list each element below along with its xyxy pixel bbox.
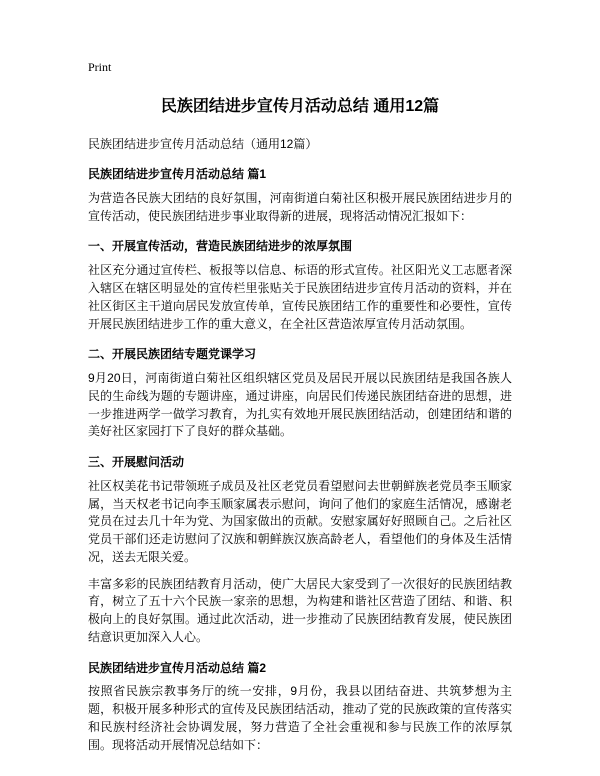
document-title: 民族团结进步宣传月活动总结 通用12篇: [160, 98, 440, 115]
section-heading: 民族团结进步宣传月活动总结 篇2: [88, 660, 267, 675]
document-body: [88, 166, 512, 754]
section-heading: 民族团结进步宣传月活动总结 篇1: [88, 167, 267, 182]
paragraph: 按照省民族宗教事务厅的统一安排，9月份，我县以团结奋进、共筑梦想为主题，积极开展多种形式的宣传及民族团结活动，推动了党的民族政策的宣传落实和民族村经济社会协调发展，努力营造了全社会重视和参与民族工作的浓厚氛围。现将活动开展情况总结如下：: [88, 684, 512, 752]
paragraph: 为营造各民族大团结的良好氛围，河南街道白菊社区积极开展民族团结进步月的宣传活动，使民族团结进步事业取得新的进展，现将活动情况汇报如下：: [88, 190, 512, 223]
section-heading: 三、开展慰问活动: [88, 455, 185, 470]
paragraph: 9月20日，河南街道白菊社区组织辖区党员及居民开展以民族团结是我国各族人民的生命线为题的专题讲座，通过讲座，向居民们传递民族团结奋进的思想，进一步推进两学一做学习教育，为扎实有效地开展民族团结活动，创建团结和谐的美好社区家园打下了良好的群众基础。: [88, 371, 512, 439]
paragraph: 社区权美花书记带领班子成员及社区老党员看望慰问去世朝鲜族老党员李玉顺家属，当天权老书记向李玉顺家属表示慰问，询问了他们的家庭生活情况，感谢老党员在过去几十年为党、为国家做出的贡献。安慰家属好好照顾自己。之后社区党员干部们还走访慰问了汉族和朝鲜族汉族高龄老人，看望他们的身体及生活情况，送去无限关爱。: [88, 478, 512, 564]
paragraph: 社区充分通过宣传栏、板报等以信息、标语的形式宣传。社区阳光义工志愿者深入辖区在辖区明显处的宣传栏里张贴关于民族团结进步宣传月活动的资料，并在社区街区主干道向居民发放宣传单，宣传民族团结工作的重要性和必要性，宣传开展民族团结进步工作的重大意义，在全社区营造浓厚宣传月活动氛围。: [88, 263, 512, 331]
paragraph: 丰富多彩的民族团结教育月活动，使广大居民大家受到了一次很好的民族团结教育，树立了五十六个民族一家亲的思想，为构建和谐社区营造了团结、和谐、积极向上的良好氛围。通过此次活动，进一步推动了民族团结教育发展，使民族团结意识更加深入人心。: [88, 576, 512, 644]
section-heading: 二、开展民族团结专题党课学习: [88, 347, 257, 362]
section-heading: 一、开展宣传活动，营造民族团结进步的浓厚氛围: [88, 239, 353, 254]
document-subtitle: 民族团结进步宣传月活动总结（通用12篇）: [88, 136, 318, 151]
print-link[interactable]: Print: [88, 60, 112, 74]
